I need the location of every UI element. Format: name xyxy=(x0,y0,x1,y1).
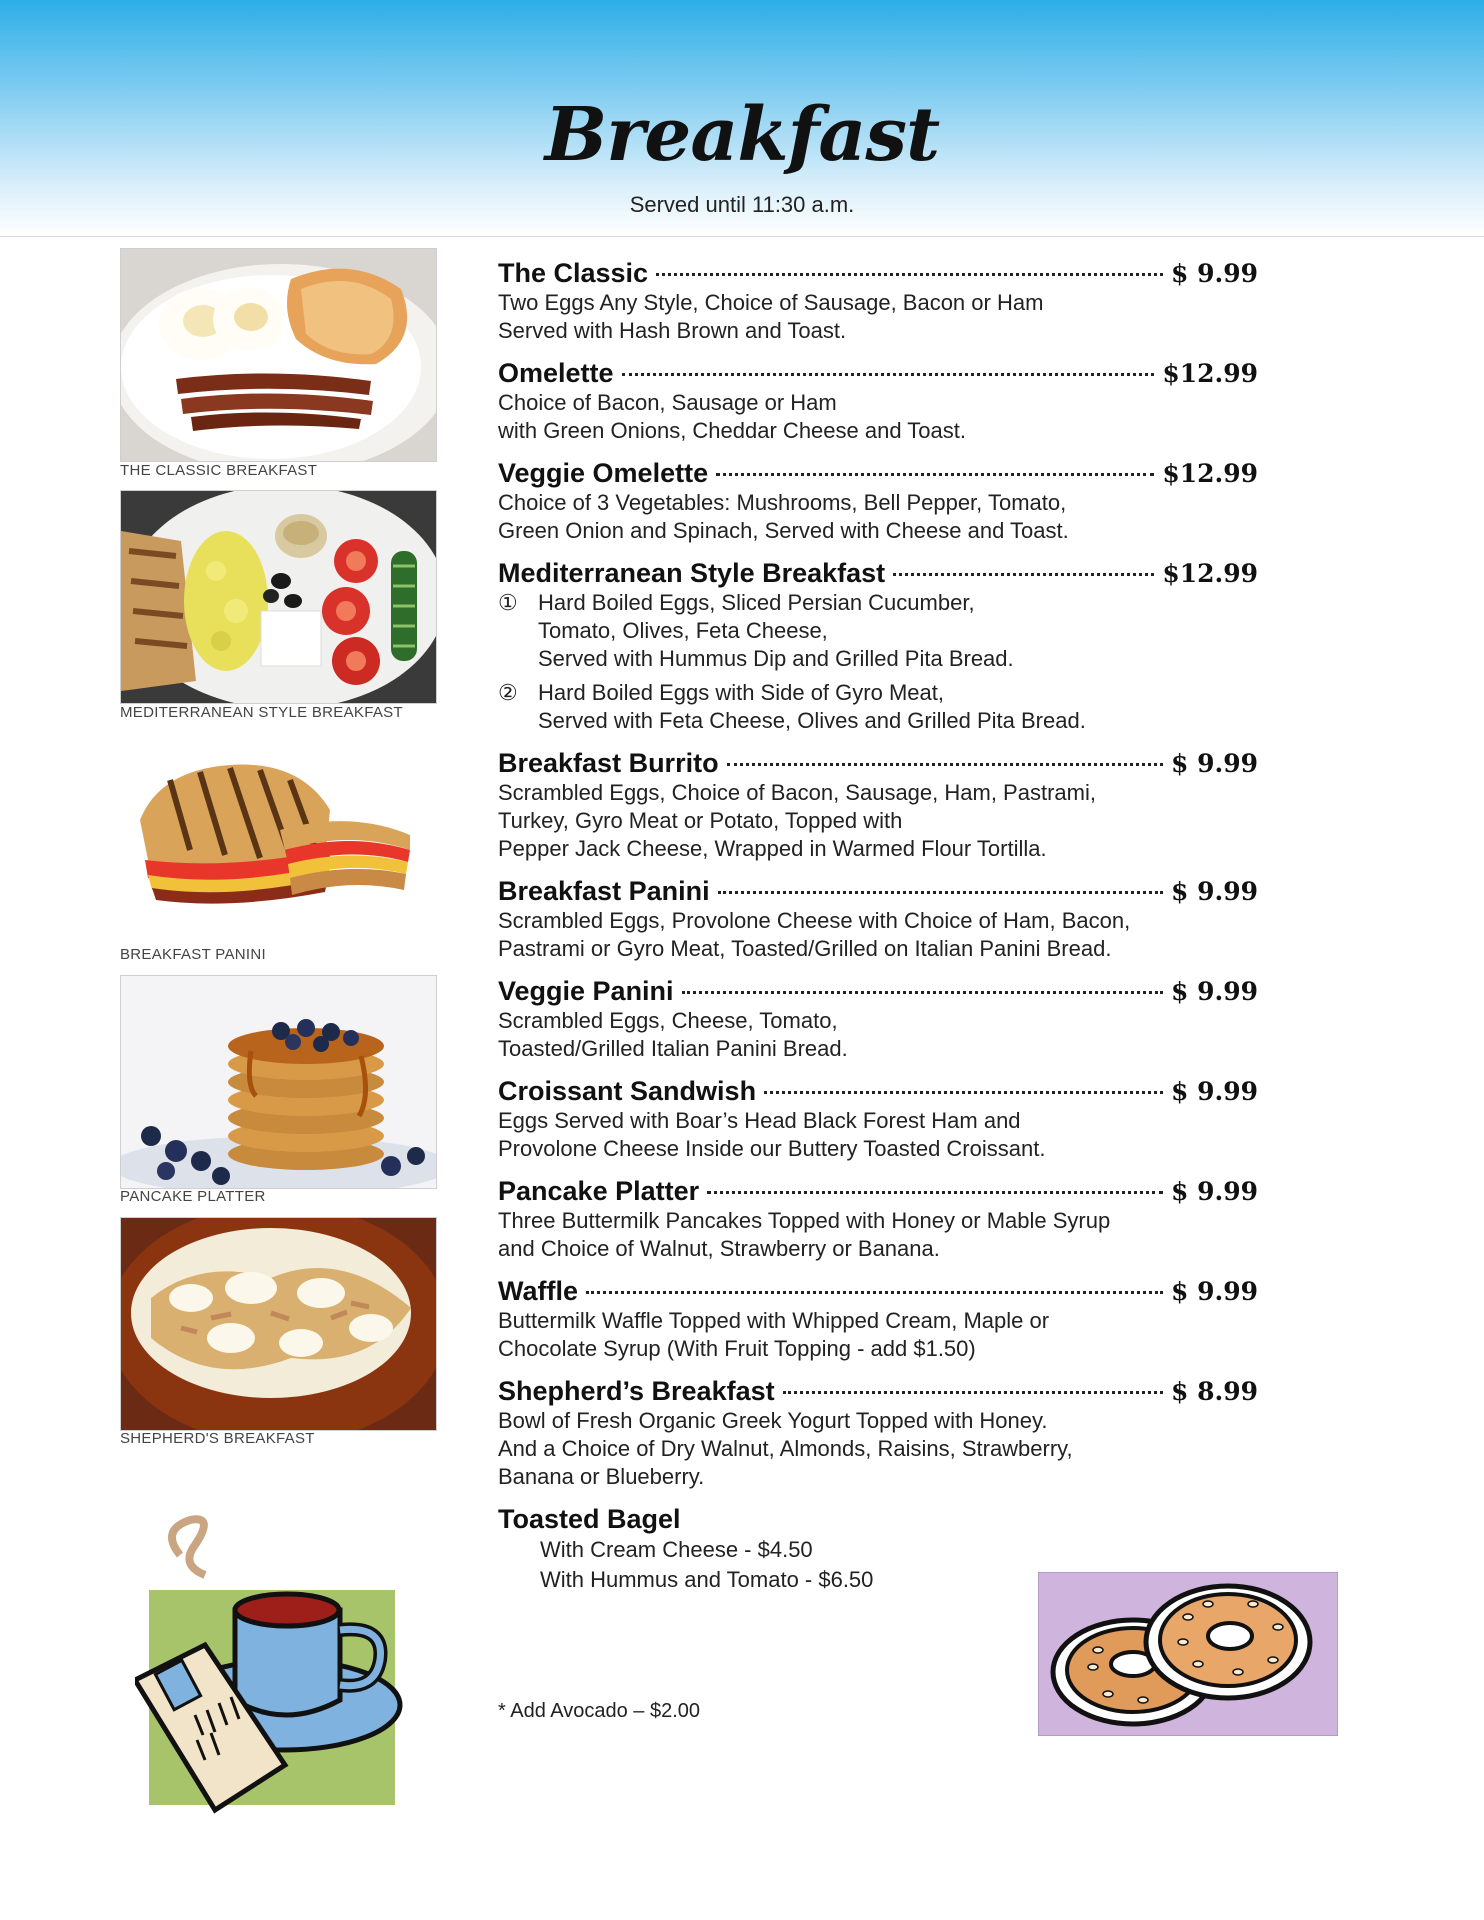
menu-item xyxy=(498,1276,1258,1363)
caption-classic-breakfast: THE CLASSIC BREAKFAST xyxy=(120,462,318,479)
item-description: Choice of 3 Vegetables: Mushrooms, Bell Pepper, Tomato, xyxy=(498,490,1067,515)
menu-item xyxy=(498,1176,1258,1263)
caption-pancake-platter: PANCAKE PLATTER xyxy=(120,1188,266,1205)
item-name: Breakfast Panini xyxy=(498,876,710,906)
item-description: Green Onion and Spinach, Served with Cheese and Toast. xyxy=(498,518,1069,543)
item-description: Scrambled Eggs, Provolone Cheese with Choice of Ham, Bacon, xyxy=(498,908,1131,933)
item-name: Veggie Omelette xyxy=(498,458,709,488)
caption-breakfast-panini: BREAKFAST PANINI xyxy=(120,946,266,963)
dot-leader xyxy=(656,273,1163,276)
item-price: $12.99 xyxy=(1162,559,1258,588)
caption-mediterranean-breakfast: MEDITERRANEAN STYLE BREAKFAST xyxy=(120,704,403,721)
menu-item xyxy=(498,358,1258,445)
option-line: Served with Hummus Dip and Grilled Pita Bread. xyxy=(538,646,1014,671)
dot-leader xyxy=(716,473,1154,476)
bagel-clipart xyxy=(1038,1572,1338,1736)
dot-leader xyxy=(893,573,1154,576)
page-subtitle: Served until 11:30 a.m. xyxy=(629,192,855,217)
item-name: Mediterranean Style Breakfast xyxy=(498,558,886,588)
item-option xyxy=(498,589,1258,673)
item-name: Veggie Panini xyxy=(498,976,674,1006)
dot-leader xyxy=(622,373,1155,376)
bagel-option: With Hummus and Tomato - $6.50 xyxy=(540,1567,874,1592)
item-description: Scrambled Eggs, Cheese, Tomato, xyxy=(498,1008,838,1033)
item-description: Served with Hash Brown and Toast. xyxy=(498,318,847,343)
item-name: Pancake Platter xyxy=(498,1176,700,1206)
item-price: $ 9.99 xyxy=(1171,877,1258,906)
item-description: Provolone Cheese Inside our Buttery Toasted Croissant. xyxy=(498,1136,1046,1161)
dot-leader xyxy=(718,891,1163,894)
item-option xyxy=(498,679,1258,735)
dot-leader xyxy=(764,1091,1163,1094)
menu-item xyxy=(498,1076,1258,1163)
item-name: Croissant Sandwish xyxy=(498,1076,757,1106)
item-description: Scrambled Eggs, Choice of Bacon, Sausage, Ham, Pastrami, xyxy=(498,780,1096,805)
coffee-newspaper-clipart xyxy=(135,1515,425,1815)
item-description: Two Eggs Any Style, Choice of Sausage, Bacon or Ham xyxy=(498,290,1044,315)
menu-list xyxy=(498,258,1258,1608)
item-description: Chocolate Syrup (With Fruit Topping - add $1.50) xyxy=(498,1336,976,1361)
item-description: Turkey, Gyro Meat or Potato, Topped with xyxy=(498,808,903,833)
item-description: Pepper Jack Cheese, Wrapped in Warmed Flour Tortilla. xyxy=(498,836,1047,861)
menu-item xyxy=(498,258,1258,345)
photo-shepherds-breakfast xyxy=(120,1217,437,1431)
caption-shepherds-breakfast: SHEPHERD'S BREAKFAST xyxy=(120,1430,315,1447)
item-price: $ 9.99 xyxy=(1171,977,1258,1006)
menu-item xyxy=(498,748,1258,863)
item-description: And a Choice of Dry Walnut, Almonds, Raisins, Strawberry, xyxy=(498,1436,1073,1461)
item-price: $ 9.99 xyxy=(1171,1177,1258,1206)
item-price: $12.99 xyxy=(1162,359,1258,388)
item-price: $12.99 xyxy=(1162,459,1258,488)
menu-item xyxy=(498,558,1258,735)
option-number: ① xyxy=(498,590,518,615)
item-description: Banana or Blueberry. xyxy=(498,1464,705,1489)
item-price: $ 9.99 xyxy=(1171,749,1258,778)
menu-item xyxy=(498,876,1258,963)
photo-classic-breakfast xyxy=(120,248,437,462)
item-name: Waffle xyxy=(498,1276,578,1306)
menu-item xyxy=(498,1376,1258,1491)
photo-pancake-platter xyxy=(120,975,437,1189)
option-number: ② xyxy=(498,680,518,705)
item-name: The Classic xyxy=(498,258,649,288)
item-description: Three Buttermilk Pancakes Topped with Honey or Mable Syrup xyxy=(498,1208,1111,1233)
item-price: $ 9.99 xyxy=(1171,1077,1258,1106)
item-description: Buttermilk Waffle Topped with Whipped Cream, Maple or xyxy=(498,1308,1050,1333)
option-line: Served with Feta Cheese, Olives and Grilled Pita Bread. xyxy=(538,708,1086,733)
dot-leader xyxy=(707,1191,1163,1194)
item-description: Bowl of Fresh Organic Greek Yogurt Topped with Honey. xyxy=(498,1408,1048,1433)
photo-breakfast-panini xyxy=(130,750,420,910)
item-description: Eggs Served with Boar’s Head Black Forest Ham and xyxy=(498,1108,1021,1133)
item-description: Choice of Bacon, Sausage or Ham xyxy=(498,390,837,415)
bagel-option: With Cream Cheese - $4.50 xyxy=(540,1537,813,1562)
header-banner xyxy=(0,0,1484,237)
option-line: Hard Boiled Eggs, Sliced Persian Cucumber, xyxy=(538,590,975,615)
page-title: Breakfast xyxy=(544,92,940,178)
item-description: Toasted/Grilled Italian Panini Bread. xyxy=(498,1036,848,1061)
item-name: Toasted Bagel xyxy=(498,1504,681,1534)
item-price: $ 8.99 xyxy=(1171,1377,1258,1406)
item-description: Pastrami or Gyro Meat, Toasted/Grilled on Italian Panini Bread. xyxy=(498,936,1112,961)
option-line: Hard Boiled Eggs with Side of Gyro Meat, xyxy=(538,680,944,705)
item-price: $ 9.99 xyxy=(1171,259,1258,288)
item-name: Breakfast Burrito xyxy=(498,748,719,778)
item-name: Omelette xyxy=(498,358,614,388)
item-description: with Green Onions, Cheddar Cheese and Toast. xyxy=(498,418,966,443)
item-description: and Choice of Walnut, Strawberry or Banana. xyxy=(498,1236,940,1261)
dot-leader xyxy=(682,991,1163,994)
option-line: Tomato, Olives, Feta Cheese, xyxy=(538,618,828,643)
menu-item xyxy=(498,976,1258,1063)
item-name: Shepherd’s Breakfast xyxy=(498,1376,775,1406)
menu-item xyxy=(498,458,1258,545)
avocado-note: * Add Avocado – $2.00 xyxy=(498,1700,701,1722)
dot-leader xyxy=(586,1291,1163,1294)
dot-leader xyxy=(783,1391,1163,1394)
item-price: $ 9.99 xyxy=(1171,1277,1258,1306)
photo-mediterranean-breakfast xyxy=(120,490,437,704)
dot-leader xyxy=(727,763,1163,766)
